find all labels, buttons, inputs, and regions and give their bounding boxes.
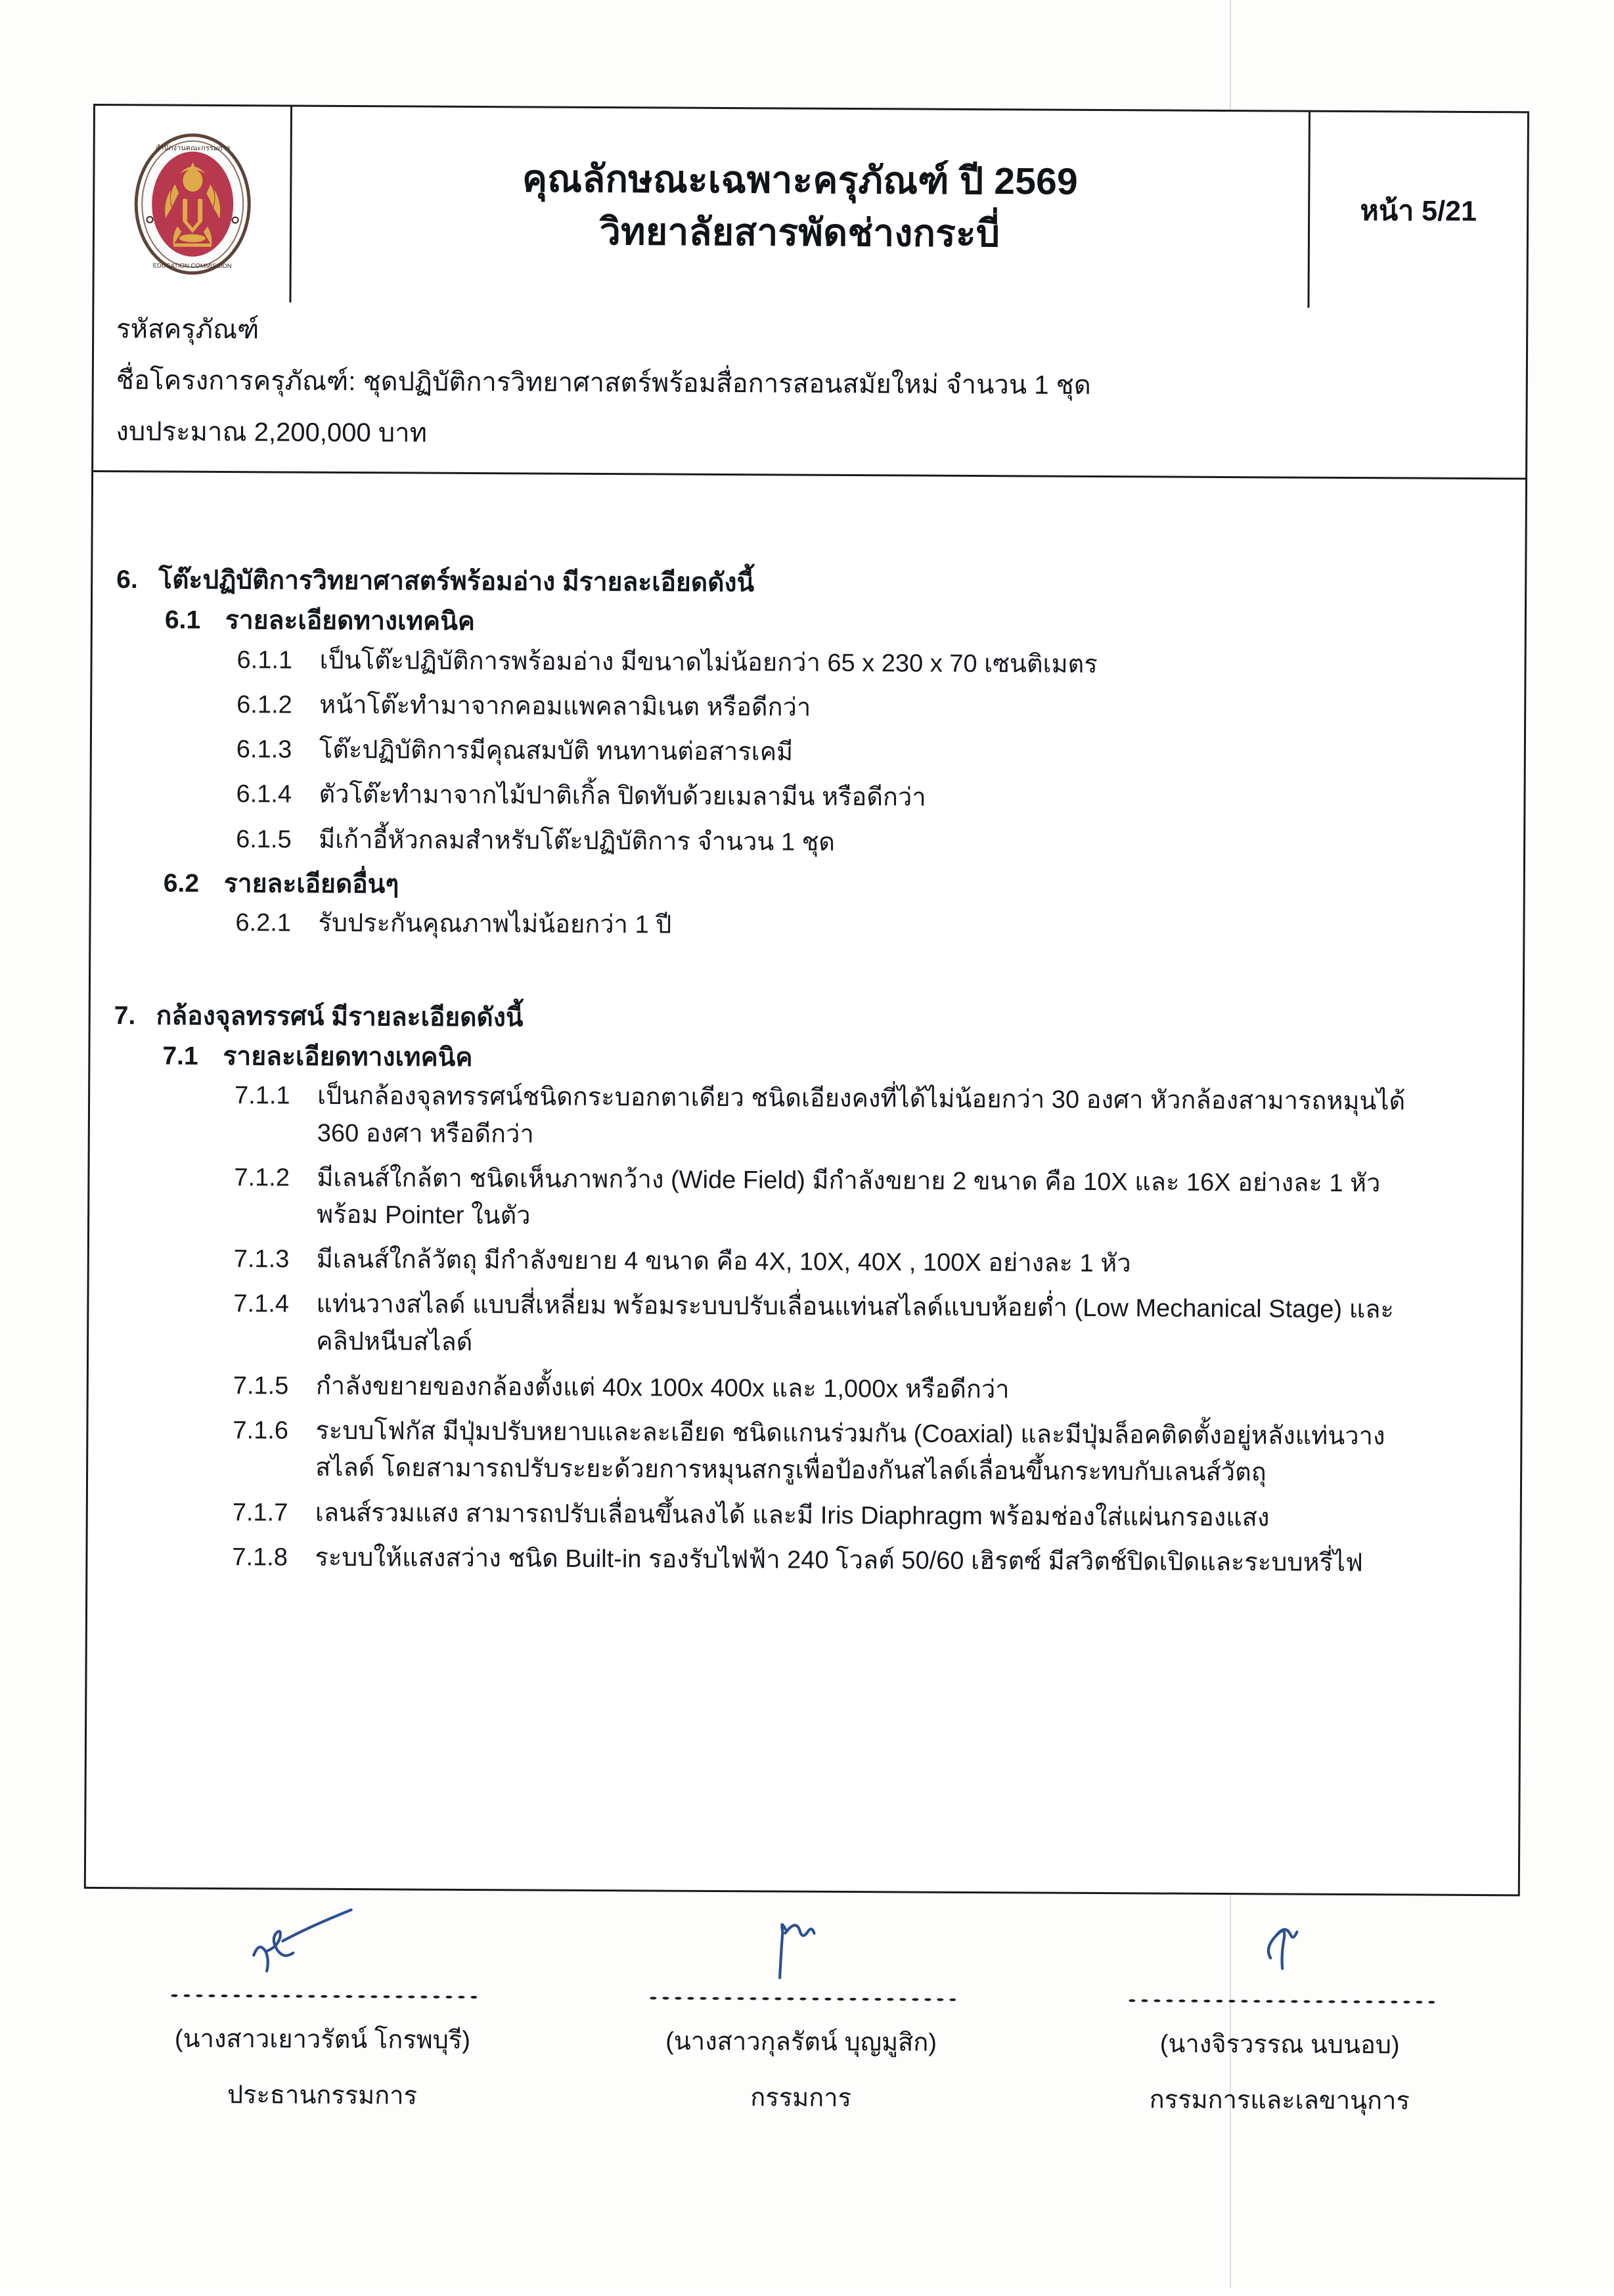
signature-line (1126, 1998, 1435, 2004)
spec-item (236, 776, 1484, 820)
svg-text:สำนักงานคณะกรรมการ: สำนักงานคณะกรรมการ (155, 144, 231, 153)
page-number-cell (1309, 112, 1527, 309)
subsection-heading (162, 1038, 1483, 1081)
spec-item (234, 1159, 1483, 1239)
section-number: 7. (114, 1001, 136, 1030)
logo-cell (94, 106, 292, 303)
subsection-title: รายละเอียดทางเทคนิค (223, 1042, 473, 1072)
spec-item-text: เลนส์รวมแสง สามารถปรับเลื่อนขึ้นลงได้ และมี Iris Diaphragm พร้อมช่องใส่แผ่นกรองแสง (315, 1499, 1270, 1532)
vocational-education-commission-seal-icon (133, 133, 251, 275)
spec-item-text: มีเลนส์ใกล้วัตถุ มีกำลังขยาย 4 ขนาด คือ 4X, 10X, 40X , 100X อย่างละ 1 หัว (316, 1245, 1131, 1278)
spec-item-text: ตัวโต๊ะทำมาจากไม้ปาติเกิ้ล ปิดทับด้วยเมลามีน หรือดีกว่า (319, 781, 926, 812)
page-number-label: หน้า 5/21 (1360, 195, 1477, 227)
document-header (94, 106, 1527, 309)
project-name-line: ชื่อโครงการครุภัณฑ์: ชุดปฏิบัติการวิทยาศาสตร์พร้อมสื่อการสอนสมัยใหม่ จำนวน 1 ชุด (116, 366, 1091, 400)
spec-item-number: 7.1.6 (233, 1417, 289, 1445)
subsection-number: 7.1 (162, 1042, 198, 1071)
svg-text:EDUCATION COMMISSION: EDUCATION COMMISSION (152, 262, 232, 271)
signature-column (1039, 1914, 1519, 2271)
document-frame (84, 104, 1529, 1896)
spec-item-text: หน้าโต๊ะทำมาจากคอมแพคลามิเนต หรือดีกว่า (319, 691, 811, 722)
spec-item-number: 7.1.4 (233, 1290, 290, 1318)
spec-item-number: 7.1.2 (234, 1163, 290, 1192)
section-heading (116, 562, 1485, 605)
spec-item-number: 6.2.1 (235, 909, 292, 937)
section-heading (114, 998, 1483, 1041)
signer-name: (นางสาวเยาวรัตน์ โกรพบุรี) (174, 2025, 471, 2055)
section-number: 6. (116, 565, 138, 594)
handwritten-signature-icon (1172, 1909, 1389, 2002)
spec-item (235, 1077, 1483, 1157)
handwritten-signature-icon (214, 1904, 432, 1997)
spec-item-number: 6.1.3 (236, 736, 292, 764)
spec-item (232, 1539, 1480, 1582)
spec-item-number: 7.1.1 (234, 1082, 290, 1110)
spec-item (233, 1494, 1481, 1537)
signer-name: (นางจิรวรรณ นบนอบ) (1159, 2030, 1400, 2060)
spec-item (233, 1367, 1481, 1411)
spec-item-text: ระบบให้แสงสว่าง ชนิด Built-in รองรับไฟฟ้า 240 โวลต์ 50/60 เฮิรตซ์ มีสวิตช์ปิดเปิดและระบบหรี่ไฟ (315, 1543, 1364, 1577)
spec-item (236, 821, 1484, 864)
equipment-code-label: รหัสครุภัณฑ์ (116, 315, 259, 345)
section-title: โต๊ะปฏิบัติการวิทยาศาสตร์พร้อมอ่าง มีรายละเอียดดังนี้ (158, 565, 755, 598)
document-body (86, 472, 1525, 1894)
title-cell (291, 107, 1311, 308)
spec-item-number: 7.1.3 (233, 1245, 290, 1273)
spec-item-text: ระบบโฟกัส มีปุ่มปรับหยาบและละเอียด ชนิดแกนร่วมกัน (Coaxial) และมีปุ่มล็อคติดตั้งอยู่หลังแท่นวางสไลด์ โดยสามารถปรับระยะด้วยการหมุนสกรูเพื่อป้องกันสไลด์เลื่อนขึ้นกระทบกับเลนส์วัตถุ (315, 1417, 1385, 1487)
spec-item (235, 904, 1483, 948)
subsection-number: 6.2 (163, 869, 200, 898)
signature-line (168, 1993, 477, 2000)
spec-item (234, 1241, 1482, 1284)
spec-item (233, 1412, 1481, 1492)
spec-item-number: 7.1.5 (233, 1372, 289, 1400)
spec-item-number: 6.1.4 (236, 780, 292, 809)
signer-role: ประธานกรรมการ (227, 2081, 418, 2110)
spec-item-text: มีเก้าอี้หัวกลมสำหรับโต๊ะปฏิบัติการ จำนวน 1 ชุด (319, 826, 836, 856)
signer-name: (นางสาวกุลรัตน์ บุญมูสิก) (665, 2027, 937, 2057)
spec-item-text: เป็นกล้องจุลทรรศน์ชนิดกระบอกตาเดียว ชนิดเอียงคงที่ได้ไม่น้อยกว่า 30 องศา หัวกล้องสามารถหมุนได้ 360 องศา หรือดีกว่า (317, 1082, 1406, 1149)
spec-item-number: 6.1.2 (236, 691, 292, 719)
spec-item (236, 731, 1485, 774)
section-title: กล้องจุลทรรศน์ มีรายละเอียดดังนี้ (156, 1002, 524, 1032)
spec-item-number: 6.1.5 (236, 825, 292, 854)
spec-item (236, 642, 1485, 685)
subsection-title: รายละเอียดทางเทคนิค (225, 606, 476, 636)
spec-item (233, 1286, 1482, 1366)
spec-item-text: รับประกันคุณภาพไม่น้อยกว่า 1 ปี (318, 910, 672, 939)
spec-item-text: เป็นโต๊ะปฏิบัติการพร้อมอ่าง มีขนาดไม่น้อยกว่า 65 x 230 x 70 เซนติเมตร (319, 646, 1098, 678)
signature-block (82, 1909, 1520, 2270)
spec-item-number: 7.1.7 (232, 1498, 288, 1527)
spec-item-text: กำลังขยายของกล้องตั้งแต่ 40x 100x 400x และ 1,000x หรือดีกว่า (315, 1372, 1010, 1404)
signer-role: กรรมการและเลขานุการ (1149, 2086, 1410, 2115)
spec-item-text: มีเลนส์ใกล้ตา ชนิดเห็นภาพกว้าง (Wide Field) มีกำลังขยาย 2 ขนาด คือ 10X และ 16X อย่างละ 1 หัว พร้อม Pointer ในตัว (317, 1164, 1381, 1230)
subsection-heading (165, 602, 1485, 646)
subsection-number: 6.1 (164, 606, 201, 635)
signer-role: กรรมการ (750, 2084, 852, 2113)
spec-item-text: โต๊ะปฏิบัติการมีคุณสมบัติ ทนทานต่อสารเคมี (319, 736, 794, 766)
signature-column (82, 1909, 562, 2266)
page-title-line-1: คุณลักษณะเฉพาะครุภัณฑ์ ปี 2569 (522, 158, 1079, 204)
spec-item-number: 6.1.1 (236, 646, 293, 674)
signature-column (560, 1911, 1041, 2268)
spec-item-text: แท่นวางสไลด์ แบบสี่เหลี่ยม พร้อมระบบปรับเลื่อนแท่นสไลด์แบบห้อยต่ำ (Low Mechanical Stage) และคลิปหนีบสไลด์ (316, 1291, 1394, 1356)
subsection-title: รายละเอียดอื่นๆ (223, 869, 399, 899)
metadata-block (93, 301, 1526, 479)
spec-item (236, 686, 1485, 730)
spec-item-number: 7.1.8 (232, 1543, 288, 1572)
subsection-heading (164, 865, 1484, 908)
signature-line (647, 1995, 956, 2002)
handwritten-signature-icon (693, 1907, 910, 2000)
page-title-line-2: วิทยาลัยสารพัดช่างกระบี่ (599, 210, 1000, 255)
budget-line: งบประมาณ 2,200,000 บาท (116, 417, 428, 448)
